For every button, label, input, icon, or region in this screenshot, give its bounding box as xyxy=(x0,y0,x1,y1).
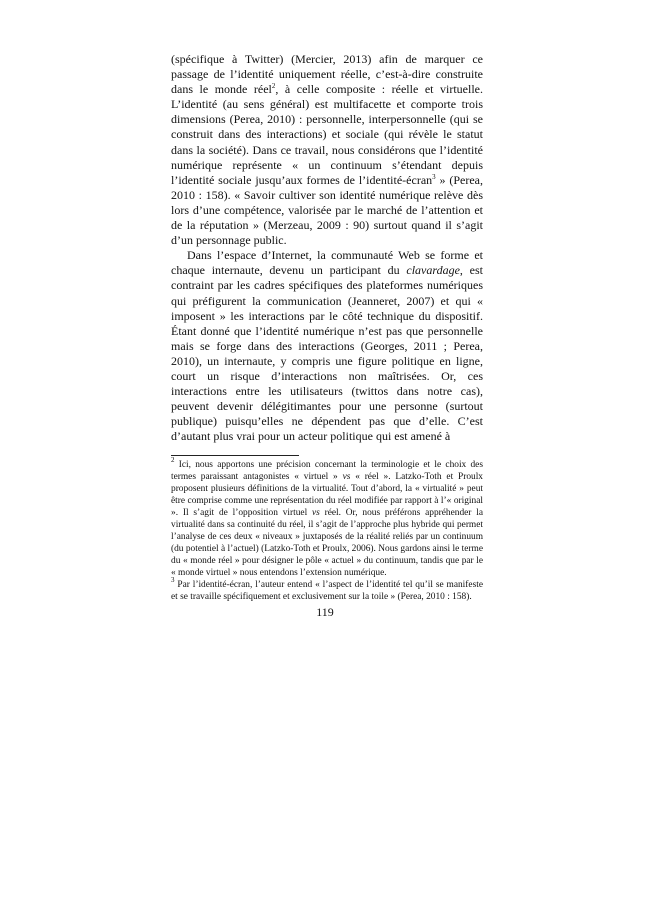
footnote-2-emphasis-a: vs xyxy=(342,472,351,483)
page-number: 119 xyxy=(316,605,334,619)
footnote-2-emphasis-b: vs xyxy=(311,508,320,519)
footnote-3 xyxy=(171,576,483,603)
paragraph-2-emphasis: clavardage xyxy=(406,263,460,278)
footnote-2-text-c: réel. Or, nous préférons appréhender la virtualité dans sa continuité du réel, il s’agit de l’approche plus hybride qui permet l’analyse de ces deux « niveaux » juxtaposés de la réalité reliés par un continuum (du potentiel à l’actuel) (Latzko-Toth et Proulx, 2006). Nous gardons ainsi le terme du « monde réel » pour désigner le pôle « actuel » du continuum, tandis que par le « monde virtuel » nous entendons l’extension numérique. xyxy=(171,508,483,579)
footnote-2-text-a: Ici, nous apportons une précision concernant la terminologie et le choix des termes paraissant antagonistes « virtuel » xyxy=(171,460,483,483)
paragraph-1-text-c: » (Perea, 2010 : 158). « Savoir cultiver son identité numérique relève dès lors d’une compétence, valorisée par le marché de l’attention et de la réputation » (Merzeau, 2009 : 90) surtout quand il s’agit d’un personnage public. xyxy=(171,172,483,248)
footnote-3-text: Par l’identité-écran, l’auteur entend « l’aspect de l’identité tel qu’il se manifeste et se travaille spécifiquement et exclusivement sur la toile » (Perea, 2010 : 158). xyxy=(171,580,483,603)
paragraph-1-text-a: (spécifique à Twitter) (Mercier, 2013) afin de marquer ce passage de l’identité uniquement réelle, c’est-à-dire construite dans le monde réel xyxy=(171,52,483,97)
paragraph-1-text-b: , à celle composite : réelle et virtuelle. L’identité (au sens général) est multifacette et comporte trois dimensions (Perea, 2010) : personnelle, interpersonnelle (qui se construit dans des interactions) et sociale (qui révèle le statut dans la société). Dans ce travail, nous considérons que l’identité numérique représente « un continuum s’étendant depuis l’identité sociale jusqu’aux formes de l’identité-écran xyxy=(171,82,483,187)
footnote-ref-3[interactable]: 3 xyxy=(432,172,436,181)
footnote-2 xyxy=(171,456,483,579)
main-text xyxy=(171,52,483,603)
paragraph-2 xyxy=(171,248,483,444)
footnote-3-number: 3 xyxy=(171,576,175,585)
footnote-separator xyxy=(171,455,299,456)
paragraph-2-text-b: , est contraint par les cadres spécifiques des plateformes numériques qui préfigurent la communication (Jeanneret, 2007) et qui « imposent » les interactions par le côté technique du dispositif. Étant donné que l’identité numérique n’est pas que personnelle mais se forge dans des interactions (Georges, 2011 ; Perea, 2010), un internaute, y compris une figure politique en ligne, court un risque d’interactions non maîtrisées. Or, ces interactions entre les utilisateurs (twittos dans notre cas), peuvent devenir délégitimantes pour une personne (surtout publique) puisqu’elles ne dépendent pas que d’elle. C’est d’autant plus vrai pour un acteur politique qui est amené à xyxy=(171,263,483,444)
footnote-2-number: 2 xyxy=(171,456,175,465)
paragraph-2-text-a: Dans l’espace d’Internet, la communauté Web se forme et chaque internaute, devenu un participant du xyxy=(171,248,483,278)
footnote-2-text-b: « réel ». Latzko-Toth et Proulx proposent plusieurs définitions de la virtualité. Tout d’abord, la « virtualité » peut être comprise comme une représentation du réel modifiée par rapport à l’« original ». Il s’agit de l’opposition virtuel xyxy=(171,472,483,519)
paragraph-1 xyxy=(171,52,483,248)
footnote-ref-2[interactable]: 2 xyxy=(271,82,276,91)
